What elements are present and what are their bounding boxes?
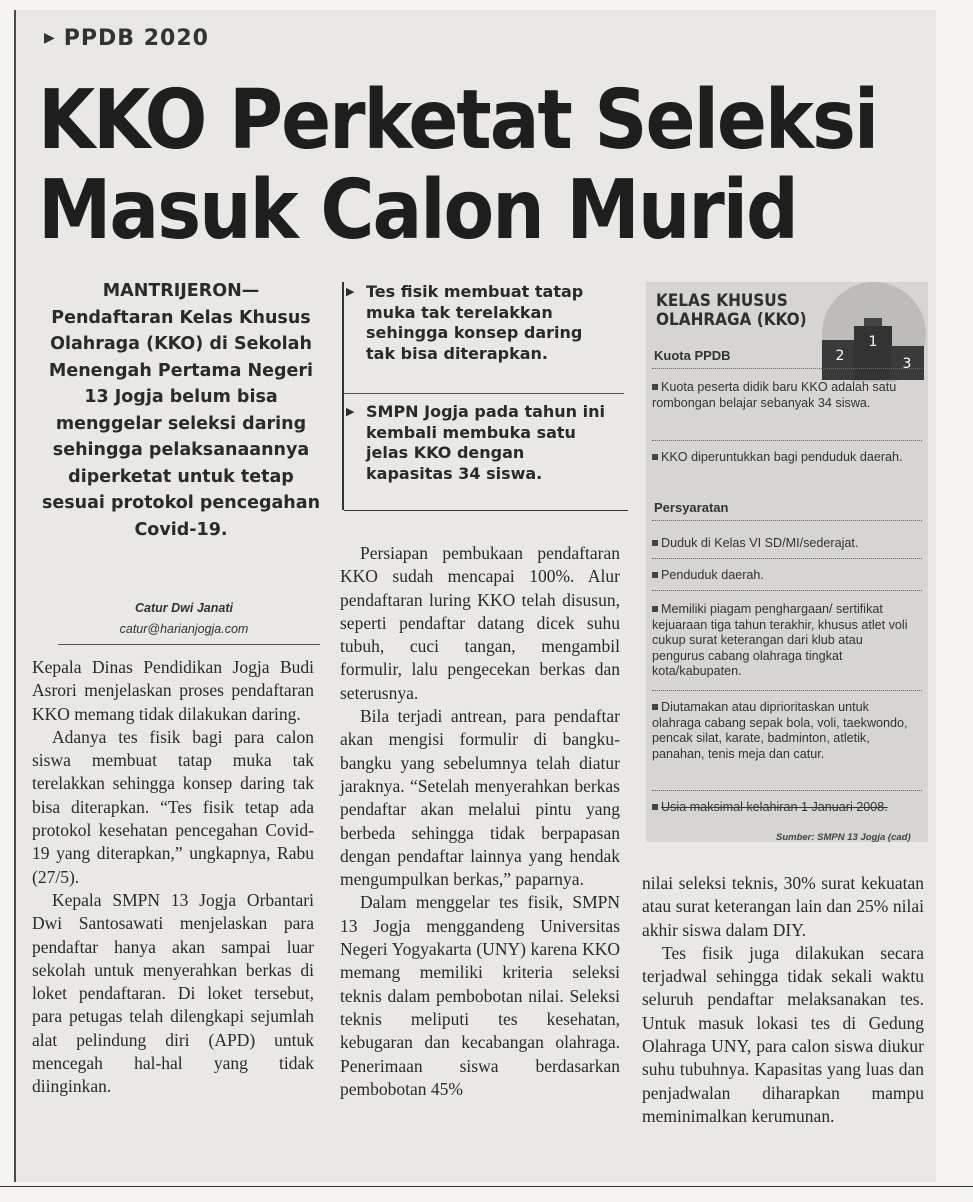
highlight-text: Tes fisik membuat tatap muka tak terelakkan sehingga konsep daring tak bisa diterapkan.	[366, 282, 584, 363]
bullet-icon	[652, 804, 658, 810]
divider	[652, 690, 922, 691]
article-column-1	[32, 656, 314, 1099]
triangle-icon: ▶	[44, 30, 56, 46]
divider	[652, 368, 922, 369]
bullet-icon	[652, 572, 658, 578]
author-name: Catur Dwi Janati	[135, 601, 233, 615]
paragraph: Dalam menggelar tes fisik, SMPN 13 Jogja menggandeng Universitas Negeri Yogyakarta (UNY) karena KKO memang memiliki kriteria seleksi teknis dalam pembobotan nilai. Seleksi teknis meliputi tes kesehatan, kebugaran dan kecabangan olahraga. Penerimaan siswa berdasarkan pembobotan 45%	[340, 892, 620, 1099]
list-item: Penduduk daerah.	[652, 568, 914, 584]
highlight-box-border	[342, 282, 344, 510]
divider	[652, 520, 922, 521]
section-heading: Persyaratan	[654, 500, 729, 515]
podium-2: 2	[835, 348, 845, 364]
article-column-2	[340, 542, 620, 1101]
paragraph: nilai seleksi teknis, 30% surat kekuatan atau surat keterangan lain dan 25% nilai akhir siswa dalam DIY.	[642, 873, 924, 940]
author-email: catur@harianjogja.com	[119, 622, 249, 636]
headline-line-1: KKO Perketat Seleksi	[38, 73, 878, 168]
lead-paragraph	[40, 278, 322, 543]
divider	[652, 558, 922, 559]
highlight-2	[346, 402, 616, 484]
paragraph: Kepala Dinas Pendidikan Jogja Budi Asrori menjelaskan proses pendaftaran KKO memang tidak dilakukan daring.	[32, 657, 314, 724]
headline-line-2: Masuk Calon Murid	[38, 163, 797, 258]
bullet-icon	[652, 384, 658, 390]
byline	[94, 598, 274, 640]
section-heading: Kuota PPDB	[654, 348, 731, 363]
list-item: Diutamakan atau diprioritaskan untuk olahraga cabang sepak bola, voli, taekwondo, pencak silat, karate, badminton, atletik, panahan, tenis meja dan catur.	[652, 700, 908, 761]
podium-1: 1	[868, 334, 878, 350]
section-kicker	[44, 26, 209, 51]
divider	[652, 440, 922, 441]
source-credit: Sumber: SMPN 13 Jogja (cad)	[776, 832, 911, 843]
highlight-divider	[344, 393, 624, 394]
list-item: Usia maksimal kelahiran 1 Januari 2008.	[652, 800, 914, 816]
list-item: Duduk di Kelas VI SD/MI/sederajat.	[652, 536, 914, 552]
bullet-icon	[652, 454, 658, 460]
highlight-1	[346, 282, 616, 364]
highlight-text: SMPN Jogja pada tahun ini kembali membuka satu jelas KKO dengan kapasitas 34 siswa.	[366, 402, 605, 483]
divider	[652, 590, 922, 591]
lead-text: Pendaftaran Kelas Khusus Olahraga (KKO) di Sekolah Menengah Pertama Negeri 13 Jogja belum bisa menggelar seleksi daring sehingga pelaksanaannya diperketat untuk tetap sesuai protokol pencegahan Covid-19.	[41, 307, 321, 540]
highlight-box-bottom	[344, 510, 628, 511]
triangle-icon: ▶	[346, 285, 355, 298]
bullet-icon	[652, 704, 658, 710]
dateline: MANTRIJERON—	[102, 281, 260, 301]
bullet-icon	[652, 606, 658, 612]
podium-3: 3	[902, 356, 912, 372]
sidebar-title: KELAS KHUSUS OLAHRAGA (KKO)	[656, 291, 807, 330]
article-column-3	[642, 872, 924, 1128]
list-item: Memiliki piagam penghargaan/ sertifikat kejuaraan tiga tahun terakhir, khusus atlet voli cukup surat keterangan dari klub atau pengurus cabang olahraga tingkat kota/kabupaten.	[652, 602, 908, 678]
page-bottom-rule	[0, 1186, 973, 1187]
divider	[652, 790, 922, 791]
paragraph: Tes fisik juga dilakukan secara terjadwal sehingga tidak sekali waktu seluruh pendaftar melaksanakan tes. Untuk masuk lokasi tes di Gedung Olahraga UNY, para calon siswa diukur suhu tubuhnya. Kapasitas yang luas dan penjadwalan diharapkan mampu meminimalkan kerumunan.	[642, 942, 924, 1126]
paragraph: Persiapan pembukaan pendaftaran KKO sudah mencapai 100%. Alur pendaftaran luring KKO telah disusun, seperti pendaftar datang dicek suhu tubuh, cuci tangan, mengambil formulir, lalu pengecekan berkas dan seterusnya.	[340, 543, 620, 703]
triangle-icon: ▶	[346, 405, 355, 418]
podium-icon	[816, 282, 926, 382]
list-item: KKO diperuntukkan bagi penduduk daerah.	[652, 450, 914, 466]
headline	[38, 73, 918, 258]
info-sidebar	[646, 282, 928, 842]
byline-divider	[58, 644, 320, 645]
list-item: Kuota peserta didik baru KKO adalah satu rombongan belajar sebanyak 34 siswa.	[652, 380, 897, 410]
paragraph: Kepala SMPN 13 Jogja Orbantari Dwi Santosawati menjelaskan para pendaftar hanya akan sampai luar sekolah untuk menyerahkan berkas di loket pendaftaran. Di loket tersebut, para petugas telah dilengkapi sejumlah alat pelindung diri (APD) untuk mencegah hal-hal yang tidak diinginkan.	[32, 889, 314, 1097]
kicker-label: PPDB 2020	[63, 26, 209, 51]
paragraph: Bila terjadi antrean, para pendaftar akan mengisi formulir di bangku-bangku yang sebelumnya telah diatur jaraknya. “Setelah menyerahkan berkas pendaftar akan melalui pintu yang berbeda sehingga tidak berpapasan dengan pendaftar lainnya yang hendak mengumpulkan berkas,” paparnya.	[340, 706, 620, 890]
bullet-icon	[652, 540, 658, 546]
paragraph: Adanya tes fisik bagi para calon siswa membuat tatap muka tak terelakkan sehingga konsep daring tak bisa diterapkan. “Tes fisik tetap ada protokol kesehatan pencegahan Covid-19 yang diterapkan,” ungkapnya, Rabu (27/5).	[32, 726, 314, 887]
